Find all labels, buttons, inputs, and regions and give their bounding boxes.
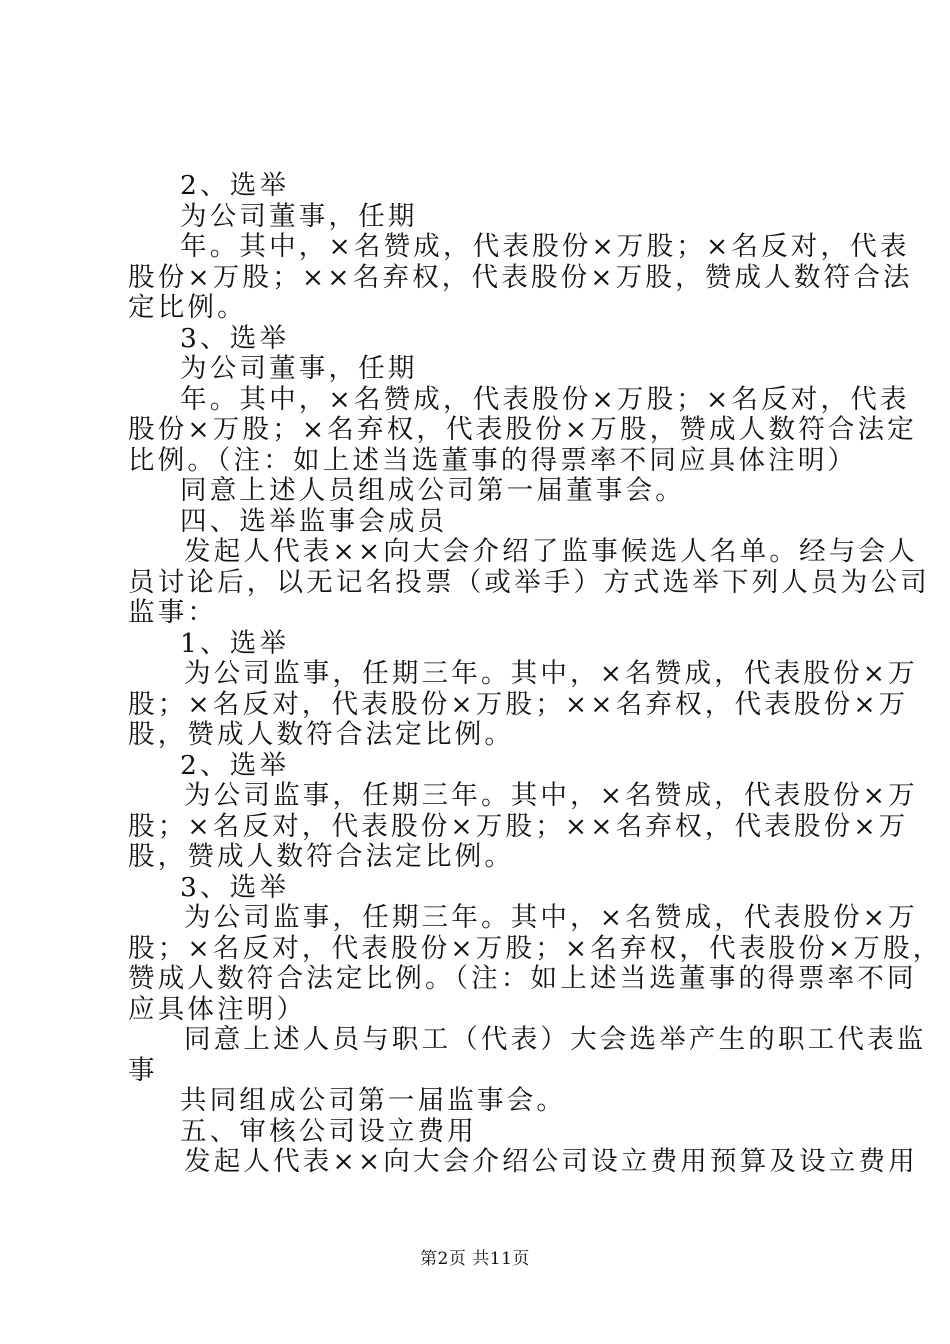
text-line: 2、选举 [180,170,290,201]
text-line: 为公司董事，任期 [180,200,418,232]
section-heading: 四、选举监事会成员 [180,505,448,537]
text-line: 股份×万股；××名弃权，代表股份×万股，赞成人数符合法 [128,261,913,293]
text-line: 为公司监事，任期三年。其中，×名赞成，代表股份×万 [184,780,918,811]
text-line: 发起人代表××向大会介绍公司设立费用预算及设立费用 [184,1146,918,1177]
text-line: 事 [128,1054,158,1086]
text-line: 发起人代表××向大会介绍了监事候选人名单。经与会人 [184,536,918,567]
text-line: 3、选举 [180,871,290,903]
text-line: 股；×名反对，代表股份×万股；×名弃权，代表股份×万股， [128,932,943,964]
page-number-label: 第2页 共11页 [420,1249,530,1269]
text-line: 股，赞成人数符合法定比例。 [128,719,515,750]
text-line: 同意上述人员与职工（代表）大会选举产生的职工代表监 [184,1024,927,1055]
text-line: 3、选举 [180,322,290,354]
text-line: 股，赞成人数符合法定比例。 [128,841,515,872]
text-line: 股；×名反对，代表股份×万股；××名弃权，代表股份×万 [128,810,909,842]
text-line: 应具体注明） [128,993,307,1025]
text-line: 比例。（注：如上述当选董事的得票率不同应具体注明） [128,444,858,476]
text-line: 定比例。 [128,292,247,323]
text-line: 年。其中，×名赞成，代表股份×万股；×名反对，代表 [180,231,910,262]
text-line: 赞成人数符合法定比例。（注：如上述当选董事的得票率不同 [128,963,917,994]
text-line: 共同组成公司第一届监事会。 [180,1085,567,1116]
page-footer [0,1244,950,1269]
text-line: 同意上述人员组成公司第一届董事会。 [180,475,685,506]
text-line: 股；×名反对，代表股份×万股；××名弃权，代表股份×万 [128,688,909,720]
section-heading: 五、审核公司设立费用 [180,1115,477,1147]
text-line: 为公司监事，任期三年。其中，×名赞成，代表股份×万 [184,902,918,933]
text-line: 为公司董事，任期 [180,353,418,384]
document-body [128,170,943,1178]
text-line: 2、选举 [180,749,290,781]
text-line: 股份×万股；×名弃权，代表股份×万股，赞成人数符合法定 [128,414,918,445]
text-line: 年。其中，×名赞成，代表股份×万股；×名反对，代表 [180,383,910,415]
text-line: 监事： [128,597,218,628]
text-line: 为公司监事，任期三年。其中，×名赞成，代表股份×万 [184,658,918,689]
text-line: 员讨论后，以无记名投票（或举手）方式选举下列人员为公司 [128,566,930,598]
text-line: 1、选举 [180,627,290,659]
